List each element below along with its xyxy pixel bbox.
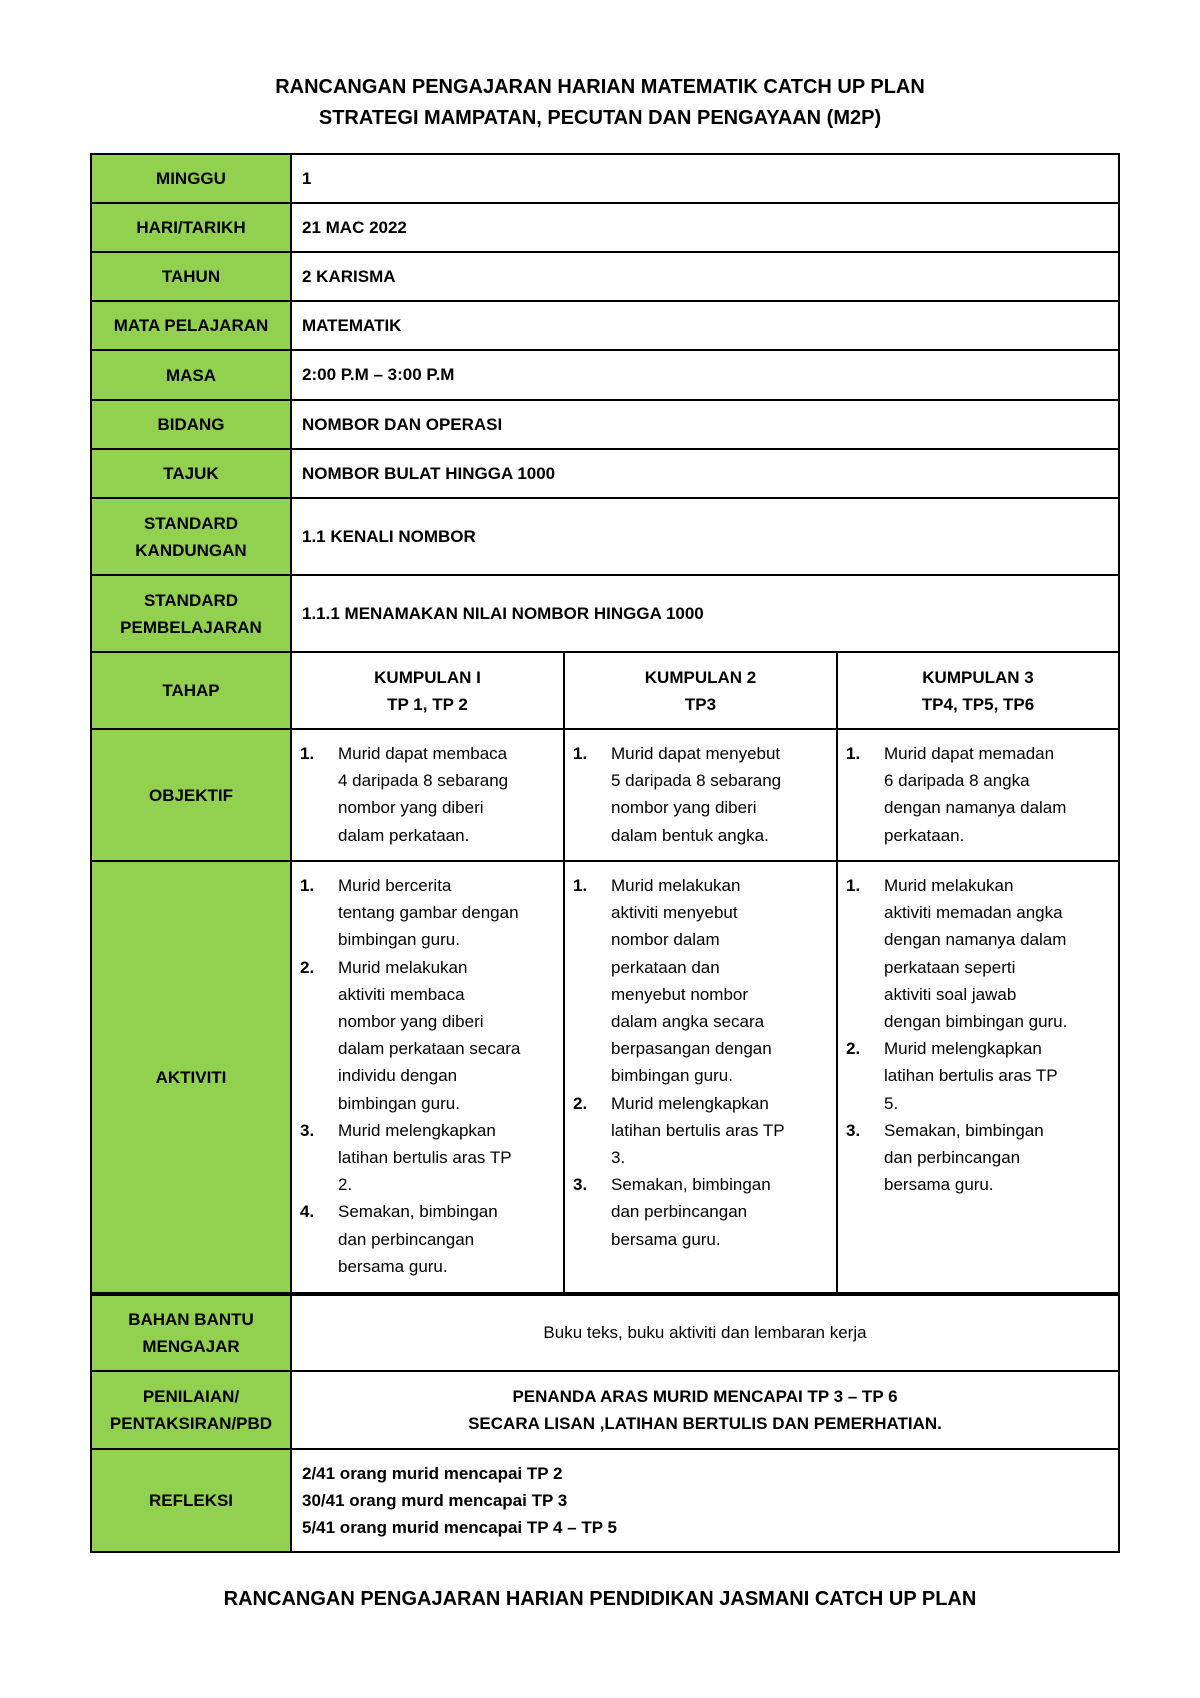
- list-item-line: 4 daripada 8 sebarang: [338, 771, 509, 791]
- minggu-label: MINGGU: [91, 154, 291, 203]
- aktiviti-col-3: [837, 861, 1119, 1294]
- standard-kandungan-label-line2: KANDUNGAN: [135, 540, 247, 560]
- list-item-line: dalam perkataan secara: [338, 1039, 521, 1059]
- tahap-group-1: [291, 652, 564, 729]
- standard-kandungan-label: [91, 498, 291, 575]
- list-item-line: latihan bertulis aras TP: [338, 1148, 512, 1168]
- mata-pelajaran-value: MATEMATIK: [291, 301, 1119, 350]
- refleksi-value: [291, 1449, 1119, 1552]
- bidang-label: BIDANG: [91, 400, 291, 449]
- list-item-line: nombor yang diberi: [338, 1012, 484, 1032]
- masa-label: MASA: [91, 350, 291, 400]
- list-item-line: tentang gambar dengan: [338, 903, 519, 923]
- list-item-line: aktiviti menyebut: [611, 903, 738, 923]
- row-objektif: [91, 729, 1119, 861]
- hari-tarikh-label: HARI/TARIKH: [91, 203, 291, 252]
- list-number: 1.: [573, 744, 588, 763]
- masa-value: 2:00 P.M – 3:00 P.M: [291, 350, 1119, 400]
- list-item-line: bersama guru.: [611, 1229, 721, 1249]
- standard-kandungan-label-line1: STANDARD: [143, 513, 239, 533]
- penilaian-line1: PENANDA ARAS MURID MENCAPAI TP 3 – TP 6: [512, 1387, 898, 1406]
- list-number: 1.: [300, 876, 315, 895]
- list-item-line: 5.: [884, 1093, 899, 1113]
- list-item-line: dengan bimbingan guru.: [884, 1012, 1068, 1032]
- list-item-line: Semakan, bimbingan: [611, 1175, 771, 1195]
- row-hari-tarikh: [91, 203, 1119, 252]
- list-item-line: Murid melakukan: [884, 876, 1014, 895]
- row-mata-pelajaran: [91, 301, 1119, 350]
- standard-pembelajaran-value: 1.1.1 MENAMAKAN NILAI NOMBOR HINGGA 1000: [291, 575, 1119, 652]
- list-item-line: bimbingan guru.: [338, 930, 460, 950]
- group-1-name: KUMPULAN I: [374, 667, 481, 687]
- list-item: [573, 1171, 832, 1253]
- list-item-line: dengan namanya dalam: [884, 930, 1067, 950]
- standard-pembelajaran-label-line2: PEMBELAJARAN: [120, 617, 262, 637]
- list-number: 3.: [300, 1120, 315, 1140]
- list-item-line: bimbingan guru.: [611, 1066, 733, 1086]
- list-item-line: 5 daripada 8 sebarang: [611, 771, 782, 791]
- penilaian-label: [91, 1371, 291, 1449]
- list-item-line: bersama guru.: [338, 1256, 448, 1276]
- list-item-line: latihan bertulis aras TP: [611, 1120, 785, 1140]
- objektif-col-2: [564, 729, 837, 861]
- refleksi-line-2: 30/41 orang murd mencapai TP 3: [302, 1491, 568, 1510]
- row-penilaian: [91, 1371, 1119, 1449]
- list-item-line: perkataan seperti: [884, 957, 1016, 977]
- list-item-line: nombor yang diberi: [338, 798, 484, 818]
- list-number: 4.: [300, 1202, 315, 1222]
- tahap-label: TAHAP: [91, 652, 291, 729]
- objektif-col-1: [291, 729, 564, 861]
- row-tahun: [91, 252, 1119, 301]
- row-standard-pembelajaran: [91, 575, 1119, 652]
- aktiviti-col-2: [564, 861, 837, 1294]
- list-number: 1.: [300, 744, 315, 763]
- list-item-line: dan perbincangan: [884, 1148, 1021, 1168]
- group-2-name: KUMPULAN 2: [644, 667, 757, 687]
- list-item-line: berpasangan dengan: [611, 1039, 772, 1059]
- list-item-line: Murid dapat membaca: [338, 744, 508, 763]
- bahan-bantu-label: [91, 1294, 291, 1371]
- row-tahap: [91, 652, 1119, 729]
- bidang-value: NOMBOR DAN OPERASI: [291, 400, 1119, 449]
- list-item: [573, 1090, 832, 1172]
- standard-kandungan-value: 1.1 KENALI NOMBOR: [291, 498, 1119, 575]
- list-item-line: Murid melengkapkan: [338, 1120, 496, 1140]
- list-item-line: dengan namanya dalam: [884, 798, 1067, 818]
- list-item-line: 3.: [611, 1148, 626, 1168]
- list-item-line: bimbingan guru.: [338, 1093, 460, 1113]
- list-item-line: perkataan dan: [611, 957, 720, 977]
- penilaian-value: [291, 1371, 1119, 1449]
- objektif-col-3: [837, 729, 1119, 861]
- refleksi-line-3: 5/41 orang murid mencapai TP 4 – TP 5: [302, 1518, 617, 1537]
- refleksi-label: REFLEKSI: [91, 1449, 291, 1552]
- list-item-line: Murid dapat menyebut: [611, 744, 781, 763]
- aktiviti-label: AKTIVITI: [91, 861, 291, 1294]
- penilaian-line2: SECARA LISAN ,LATIHAN BERTULIS DAN PEMERHATIAN.: [468, 1414, 942, 1433]
- list-number: 2.: [300, 957, 315, 977]
- row-bidang: [91, 400, 1119, 449]
- document-subtitle: STRATEGI MAMPATAN, PECUTAN DAN PENGAYAAN (M2P): [318, 107, 882, 129]
- minggu-value: 1: [291, 154, 1119, 203]
- list-item-line: aktiviti soal jawab: [884, 984, 1017, 1004]
- list-item-line: perkataan.: [884, 825, 965, 845]
- bahan-bantu-label-line2: MENGAJAR: [142, 1337, 240, 1356]
- list-item-line: 6 daripada 8 angka: [884, 771, 1030, 791]
- list-item: [573, 872, 832, 1090]
- row-standard-kandungan: [91, 498, 1119, 575]
- refleksi-line-1: 2/41 orang murid mencapai TP 2: [302, 1464, 563, 1483]
- mata-pelajaran-label: MATA PELAJARAN: [91, 301, 291, 350]
- tajuk-value: NOMBOR BULAT HINGGA 1000: [291, 449, 1119, 498]
- list-item-line: Murid melakukan: [338, 957, 468, 977]
- list-number: 2.: [846, 1039, 861, 1059]
- tahun-label: TAHUN: [91, 252, 291, 301]
- row-bahan-bantu: [91, 1294, 1119, 1371]
- list-item: [300, 1117, 559, 1199]
- document-title: RANCANGAN PENGAJARAN HARIAN MATEMATIK CATCH UP PLAN: [275, 76, 925, 98]
- list-item: [846, 1035, 1114, 1117]
- list-item: [846, 872, 1114, 1035]
- hari-tarikh-value: 21 MAC 2022: [291, 203, 1119, 252]
- list-number: 3.: [573, 1175, 588, 1195]
- standard-pembelajaran-label-line1: STANDARD: [143, 590, 239, 610]
- group-3-levels: TP4, TP5, TP6: [921, 694, 1035, 714]
- list-item-line: bersama guru.: [884, 1175, 994, 1195]
- row-tajuk: [91, 449, 1119, 498]
- list-item-line: Murid melakukan: [611, 876, 741, 895]
- tahap-group-2: [564, 652, 837, 729]
- list-item-line: dalam angka secara: [611, 1012, 765, 1032]
- list-number: 3.: [846, 1120, 861, 1140]
- list-item: [300, 1198, 559, 1280]
- list-item: [300, 872, 559, 954]
- list-item-line: Murid dapat memadan: [884, 744, 1055, 763]
- footer-title: RANCANGAN PENGAJARAN HARIAN PENDIDIKAN JASMANI CATCH UP PLAN: [223, 1588, 977, 1610]
- list-item: [300, 954, 559, 1117]
- standard-pembelajaran-label: [91, 575, 291, 652]
- list-item-line: dalam perkataan.: [338, 825, 470, 845]
- list-number: 2.: [573, 1093, 588, 1113]
- row-minggu: [91, 154, 1119, 203]
- list-item-line: Semakan, bimbingan: [338, 1202, 498, 1222]
- list-item-line: nombor yang diberi: [611, 798, 757, 818]
- list-number: 1.: [846, 744, 861, 763]
- list-item-line: menyebut nombor: [611, 984, 749, 1004]
- list-item-line: dan perbincangan: [611, 1202, 748, 1222]
- list-item-line: Murid bercerita: [338, 876, 452, 895]
- list-item: [846, 740, 1114, 849]
- list-number: 1.: [573, 876, 588, 895]
- row-masa: [91, 350, 1119, 400]
- list-item-line: 2.: [338, 1175, 353, 1195]
- group-1-levels: TP 1, TP 2: [387, 694, 468, 714]
- list-item-line: dalam bentuk angka.: [611, 825, 769, 845]
- list-item-line: Semakan, bimbingan: [884, 1120, 1044, 1140]
- list-number: 1.: [846, 876, 861, 895]
- lesson-plan-table: [90, 153, 1120, 1553]
- tahun-value: 2 KARISMA: [291, 252, 1119, 301]
- tahap-group-3: [837, 652, 1119, 729]
- list-item-line: latihan bertulis aras TP: [884, 1066, 1058, 1086]
- objektif-label: OBJEKTIF: [91, 729, 291, 861]
- list-item: [573, 740, 832, 849]
- row-aktiviti: [91, 861, 1119, 1294]
- penilaian-label-line1: PENILAIAN/: [142, 1387, 240, 1406]
- list-item-line: aktiviti membaca: [338, 984, 465, 1004]
- list-item: [846, 1117, 1114, 1199]
- bahan-bantu-value: Buku teks, buku aktiviti dan lembaran kerja: [291, 1294, 1119, 1371]
- list-item-line: Murid melengkapkan: [611, 1093, 769, 1113]
- list-item-line: nombor dalam: [611, 930, 720, 950]
- group-3-name: KUMPULAN 3: [922, 667, 1034, 687]
- list-item-line: dan perbincangan: [338, 1229, 475, 1249]
- list-item-line: Murid melengkapkan: [884, 1039, 1042, 1059]
- penilaian-label-line2: PENTAKSIRAN/PBD: [109, 1414, 273, 1433]
- tajuk-label: TAJUK: [91, 449, 291, 498]
- group-2-levels: TP3: [684, 694, 717, 714]
- list-item-line: individu dengan: [338, 1066, 458, 1086]
- aktiviti-col-1: [291, 861, 564, 1294]
- list-item: [300, 740, 559, 849]
- bahan-bantu-label-line1: BAHAN BANTU: [128, 1310, 254, 1329]
- row-refleksi: [91, 1449, 1119, 1552]
- list-item-line: aktiviti memadan angka: [884, 903, 1063, 923]
